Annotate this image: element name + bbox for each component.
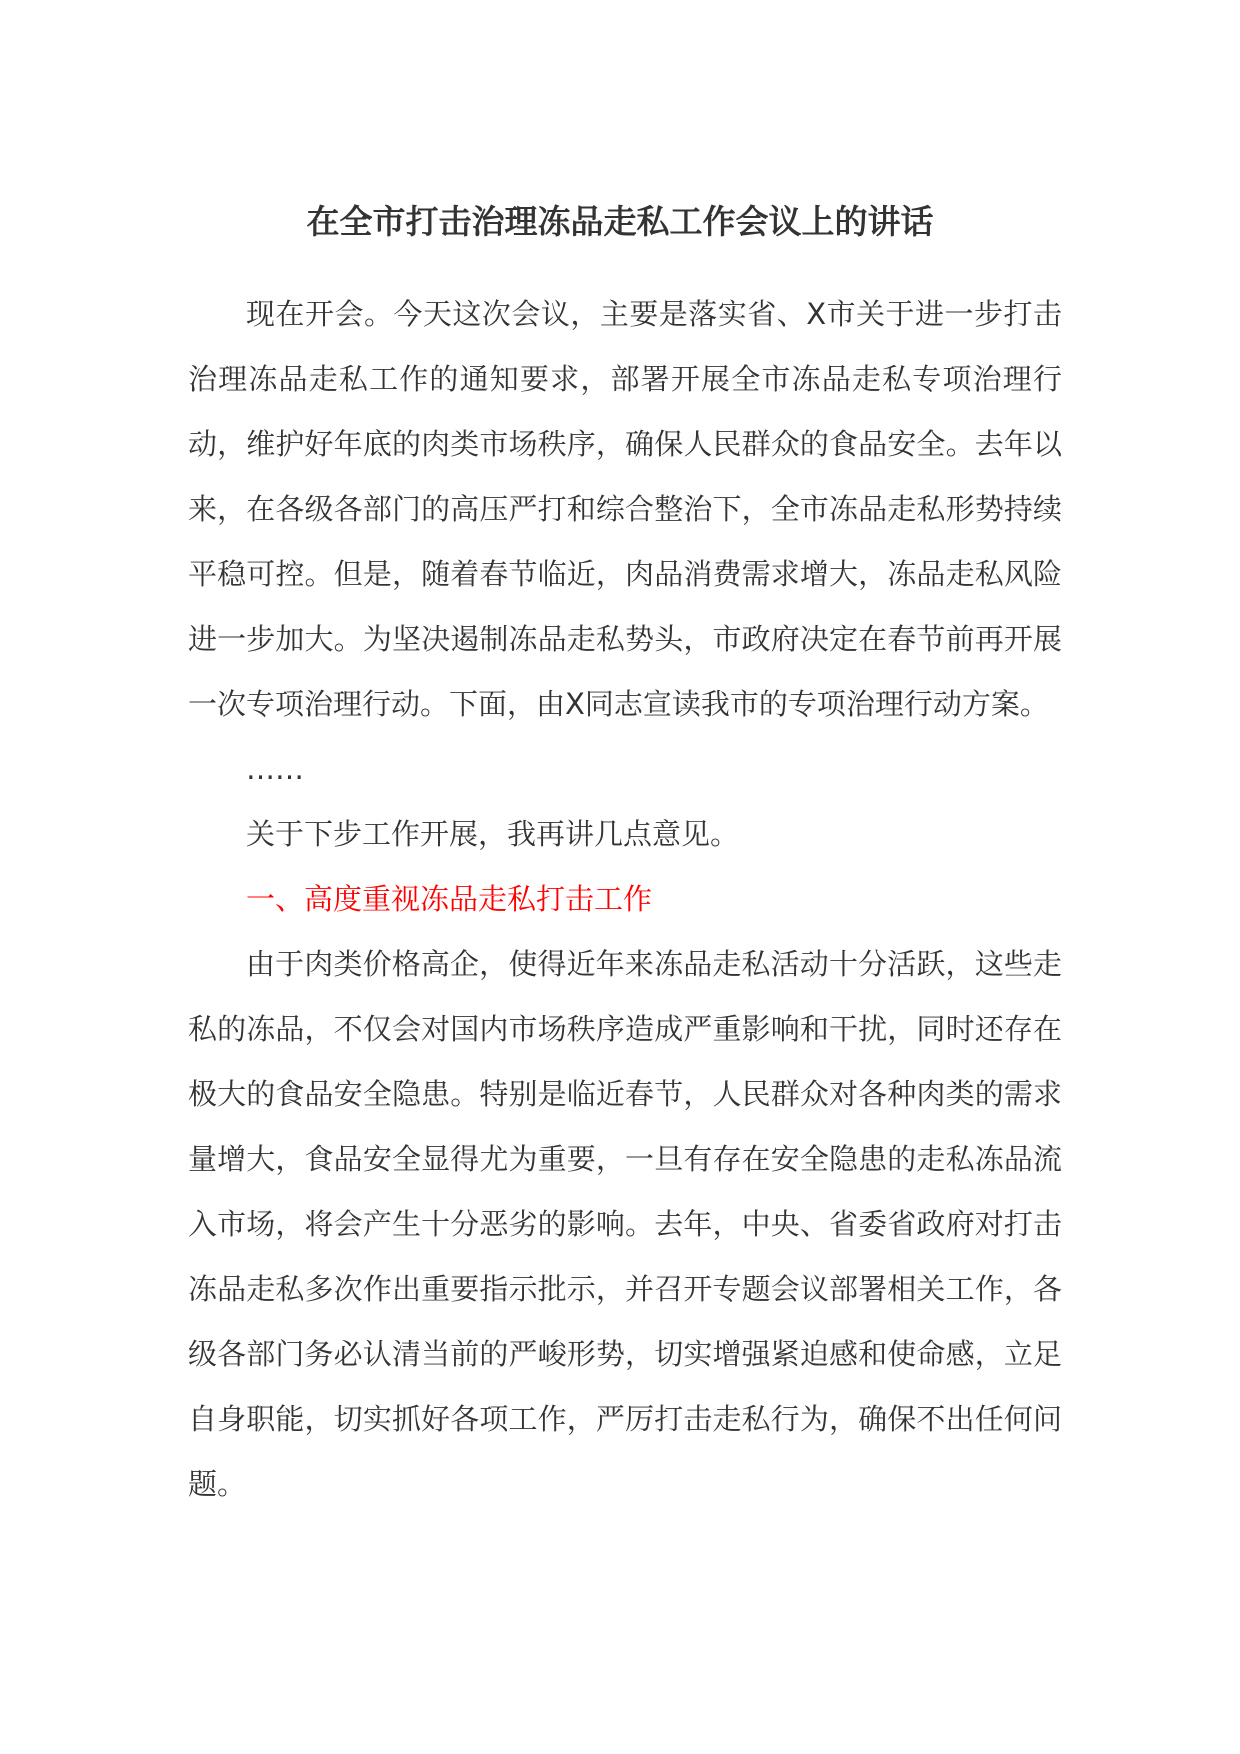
- transition-paragraph: 关于下步工作开展，我再讲几点意见。: [246, 817, 740, 851]
- document-title: 在全市打击治理冻品走私工作会议上的讲话: [306, 202, 934, 241]
- section-1-paragraph: 由于肉类价格高企，使得近年来冻品走私活动十分活跃，这些走私的冻品，不仅会对国内市场秩序造成严重影响和干扰，同时还存在极大的食品安全隐患。特别是临近春节，人民群众对各种肉类的需求量增大，食品安全显得尤为重要，一旦有存在安全隐患的走私冻品流入市场，将会产生十分恶劣的影响。去年，中央、省委省政府对打击冻品走私多次作出重要指示批示，并召开专题会议部署相关工作，各级各部门务必认清当前的严峻形势，切实增强紧迫感和使命感，立足自身职能，切实抓好各项工作，严厉打击走私行为，确保不出任何问题。: [188, 947, 1062, 1501]
- document-body: [188, 282, 1062, 1517]
- opening-paragraph: 现在开会。今天这次会议，主要是落实省、X市关于进一步打击治理冻品走私工作的通知要求，部署开展全市冻品走私专项治理行动，维护好年底的肉类市场秩序，确保人民群众的食品安全。去年以来，在各级各部门的高压严打和综合整治下，全市冻品走私形势持续平稳可控。但是，随着春节临近，肉品消费需求增大，冻品走私风险进一步加大。为坚决遏制冻品走私势头，市政府决定在春节前再开展一次专项治理行动。下面，由X同志宣读我市的专项治理行动方案。: [188, 297, 1062, 721]
- section-heading-1: 一、高度重视冻品走私打击工作: [246, 882, 653, 916]
- ellipsis-paragraph: ……: [246, 752, 304, 786]
